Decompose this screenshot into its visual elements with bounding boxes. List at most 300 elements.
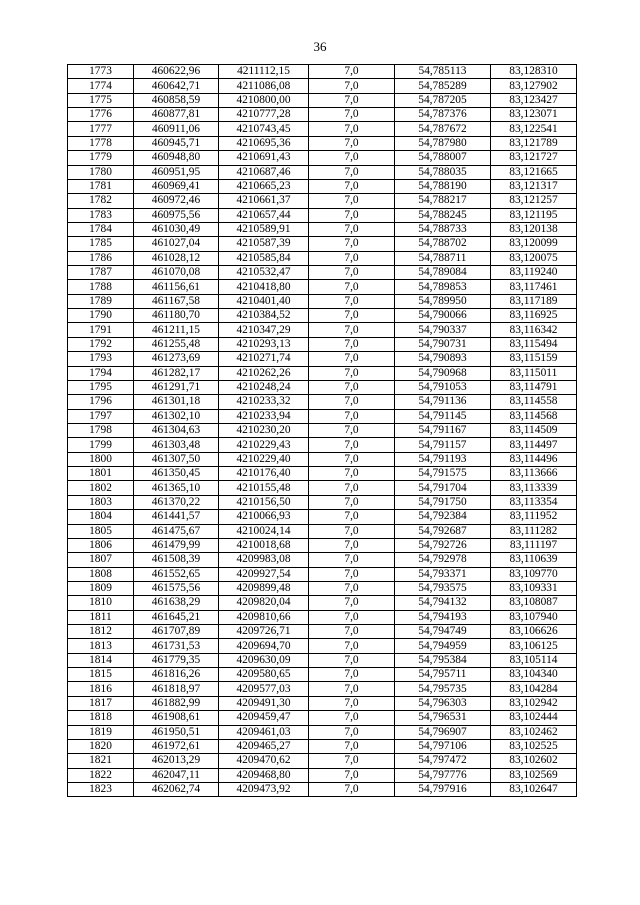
x-coordinate-cell: 460877,81 (134, 108, 219, 122)
y-coordinate-cell: 4210293,13 (219, 337, 309, 351)
value-cell: 7,0 (309, 452, 395, 466)
y-coordinate-cell: 4210233,94 (219, 409, 309, 423)
point-number-cell: 1782 (68, 194, 134, 208)
value-cell: 7,0 (309, 409, 395, 423)
x-coordinate-cell: 460945,71 (134, 136, 219, 150)
latitude-cell: 54,788217 (395, 194, 491, 208)
x-coordinate-cell: 460972,46 (134, 194, 219, 208)
table-row (68, 395, 577, 409)
point-number-cell: 1812 (68, 625, 134, 639)
longitude-cell: 83,106125 (491, 639, 577, 653)
longitude-cell: 83,116925 (491, 309, 577, 323)
point-number-cell: 1823 (68, 782, 134, 796)
x-coordinate-cell: 461282,17 (134, 366, 219, 380)
value-cell: 7,0 (309, 179, 395, 193)
longitude-cell: 83,120138 (491, 222, 577, 236)
point-number-cell: 1801 (68, 467, 134, 481)
table-row (68, 538, 577, 552)
x-coordinate-cell: 461211,15 (134, 323, 219, 337)
y-coordinate-cell: 4209694,70 (219, 639, 309, 653)
latitude-cell: 54,790337 (395, 323, 491, 337)
value-cell: 7,0 (309, 108, 395, 122)
y-coordinate-cell: 4210687,46 (219, 165, 309, 179)
value-cell: 7,0 (309, 366, 395, 380)
longitude-cell: 83,109770 (491, 567, 577, 581)
table-row (68, 194, 577, 208)
point-number-cell: 1777 (68, 122, 134, 136)
x-coordinate-cell: 461779,35 (134, 653, 219, 667)
latitude-cell: 54,788711 (395, 251, 491, 265)
y-coordinate-cell: 4209630,09 (219, 653, 309, 667)
table-row (68, 237, 577, 251)
value-cell: 7,0 (309, 524, 395, 538)
x-coordinate-cell: 461707,89 (134, 625, 219, 639)
point-number-cell: 1795 (68, 380, 134, 394)
latitude-cell: 54,788190 (395, 179, 491, 193)
table-row (68, 653, 577, 667)
value-cell: 7,0 (309, 352, 395, 366)
latitude-cell: 54,796303 (395, 696, 491, 710)
point-number-cell: 1785 (68, 237, 134, 251)
x-coordinate-cell: 461027,04 (134, 237, 219, 251)
x-coordinate-cell: 461479,99 (134, 538, 219, 552)
x-coordinate-cell: 460948,80 (134, 151, 219, 165)
latitude-cell: 54,787672 (395, 122, 491, 136)
x-coordinate-cell: 460969,41 (134, 179, 219, 193)
y-coordinate-cell: 4209820,04 (219, 596, 309, 610)
y-coordinate-cell: 4210585,84 (219, 251, 309, 265)
x-coordinate-cell: 461070,08 (134, 266, 219, 280)
value-cell: 7,0 (309, 194, 395, 208)
longitude-cell: 83,119240 (491, 266, 577, 280)
longitude-cell: 83,102942 (491, 696, 577, 710)
table-row (68, 524, 577, 538)
latitude-cell: 54,788702 (395, 237, 491, 251)
x-coordinate-cell: 461816,26 (134, 668, 219, 682)
point-number-cell: 1790 (68, 309, 134, 323)
point-number-cell: 1780 (68, 165, 134, 179)
x-coordinate-cell: 460911,06 (134, 122, 219, 136)
point-number-cell: 1806 (68, 538, 134, 552)
y-coordinate-cell: 4210657,44 (219, 208, 309, 222)
table-row (68, 495, 577, 509)
x-coordinate-cell: 460975,56 (134, 208, 219, 222)
table-row (68, 165, 577, 179)
value-cell: 7,0 (309, 596, 395, 610)
x-coordinate-cell: 461302,10 (134, 409, 219, 423)
x-coordinate-cell: 461370,22 (134, 495, 219, 509)
y-coordinate-cell: 4209461,03 (219, 725, 309, 739)
longitude-cell: 83,117189 (491, 294, 577, 308)
table-row (68, 754, 577, 768)
longitude-cell: 83,113354 (491, 495, 577, 509)
y-coordinate-cell: 4210176,40 (219, 467, 309, 481)
latitude-cell: 54,797776 (395, 768, 491, 782)
x-coordinate-cell: 461508,39 (134, 553, 219, 567)
y-coordinate-cell: 4210024,14 (219, 524, 309, 538)
longitude-cell: 83,121257 (491, 194, 577, 208)
value-cell: 7,0 (309, 165, 395, 179)
latitude-cell: 54,795735 (395, 682, 491, 696)
x-coordinate-cell: 460642,71 (134, 79, 219, 93)
longitude-cell: 83,106626 (491, 625, 577, 639)
x-coordinate-cell: 461255,48 (134, 337, 219, 351)
value-cell: 7,0 (309, 151, 395, 165)
y-coordinate-cell: 4210589,91 (219, 222, 309, 236)
longitude-cell: 83,105114 (491, 653, 577, 667)
table-row (68, 510, 577, 524)
table-row (68, 553, 577, 567)
value-cell: 7,0 (309, 79, 395, 93)
table-row (68, 610, 577, 624)
point-number-cell: 1781 (68, 179, 134, 193)
x-coordinate-cell: 461645,21 (134, 610, 219, 624)
longitude-cell: 83,108087 (491, 596, 577, 610)
table-row (68, 309, 577, 323)
latitude-cell: 54,797106 (395, 739, 491, 753)
point-number-cell: 1786 (68, 251, 134, 265)
value-cell: 7,0 (309, 266, 395, 280)
table-row (68, 79, 577, 93)
point-number-cell: 1784 (68, 222, 134, 236)
y-coordinate-cell: 4210532,47 (219, 266, 309, 280)
table-row (68, 294, 577, 308)
table-row (68, 739, 577, 753)
longitude-cell: 83,114558 (491, 395, 577, 409)
x-coordinate-cell: 461475,67 (134, 524, 219, 538)
table-row (68, 108, 577, 122)
latitude-cell: 54,787980 (395, 136, 491, 150)
x-coordinate-cell: 460951,95 (134, 165, 219, 179)
point-number-cell: 1822 (68, 768, 134, 782)
x-coordinate-cell: 460858,59 (134, 93, 219, 107)
longitude-cell: 83,114509 (491, 423, 577, 437)
x-coordinate-cell: 461167,58 (134, 294, 219, 308)
longitude-cell: 83,123427 (491, 93, 577, 107)
x-coordinate-cell: 461307,50 (134, 452, 219, 466)
longitude-cell: 83,120075 (491, 251, 577, 265)
value-cell: 7,0 (309, 768, 395, 782)
x-coordinate-cell: 461350,45 (134, 467, 219, 481)
longitude-cell: 83,128310 (491, 65, 577, 79)
y-coordinate-cell: 4209899,48 (219, 581, 309, 595)
longitude-cell: 83,115011 (491, 366, 577, 380)
value-cell: 7,0 (309, 567, 395, 581)
value-cell: 7,0 (309, 395, 395, 409)
value-cell: 7,0 (309, 481, 395, 495)
y-coordinate-cell: 4210347,29 (219, 323, 309, 337)
y-coordinate-cell: 4209726,71 (219, 625, 309, 639)
y-coordinate-cell: 4209491,30 (219, 696, 309, 710)
point-number-cell: 1799 (68, 438, 134, 452)
table-row (68, 409, 577, 423)
latitude-cell: 54,794749 (395, 625, 491, 639)
point-number-cell: 1778 (68, 136, 134, 150)
latitude-cell: 54,791704 (395, 481, 491, 495)
point-number-cell: 1791 (68, 323, 134, 337)
coordinates-table (67, 64, 577, 797)
longitude-cell: 83,121727 (491, 151, 577, 165)
value-cell: 7,0 (309, 122, 395, 136)
table-row (68, 567, 577, 581)
point-number-cell: 1802 (68, 481, 134, 495)
longitude-cell: 83,115159 (491, 352, 577, 366)
latitude-cell: 54,796907 (395, 725, 491, 739)
point-number-cell: 1789 (68, 294, 134, 308)
point-number-cell: 1800 (68, 452, 134, 466)
latitude-cell: 54,796531 (395, 711, 491, 725)
longitude-cell: 83,114791 (491, 380, 577, 394)
table-row (68, 768, 577, 782)
value-cell: 7,0 (309, 754, 395, 768)
point-number-cell: 1819 (68, 725, 134, 739)
point-number-cell: 1774 (68, 79, 134, 93)
point-number-cell: 1794 (68, 366, 134, 380)
latitude-cell: 54,785289 (395, 79, 491, 93)
table-row (68, 423, 577, 437)
y-coordinate-cell: 4210777,28 (219, 108, 309, 122)
longitude-cell: 83,109331 (491, 581, 577, 595)
y-coordinate-cell: 4210661,37 (219, 194, 309, 208)
y-coordinate-cell: 4210743,45 (219, 122, 309, 136)
longitude-cell: 83,115494 (491, 337, 577, 351)
longitude-cell: 83,110639 (491, 553, 577, 567)
table-row (68, 782, 577, 796)
x-coordinate-cell: 461882,99 (134, 696, 219, 710)
y-coordinate-cell: 4210155,48 (219, 481, 309, 495)
table-row (68, 380, 577, 394)
y-coordinate-cell: 4209459,47 (219, 711, 309, 725)
latitude-cell: 54,797916 (395, 782, 491, 796)
latitude-cell: 54,791167 (395, 423, 491, 437)
table-row (68, 696, 577, 710)
y-coordinate-cell: 4209810,66 (219, 610, 309, 624)
x-coordinate-cell: 461156,61 (134, 280, 219, 294)
point-number-cell: 1773 (68, 65, 134, 79)
latitude-cell: 54,791136 (395, 395, 491, 409)
point-number-cell: 1813 (68, 639, 134, 653)
longitude-cell: 83,114568 (491, 409, 577, 423)
latitude-cell: 54,787205 (395, 93, 491, 107)
point-number-cell: 1775 (68, 93, 134, 107)
value-cell: 7,0 (309, 639, 395, 653)
value-cell: 7,0 (309, 323, 395, 337)
value-cell: 7,0 (309, 682, 395, 696)
longitude-cell: 83,120099 (491, 237, 577, 251)
point-number-cell: 1805 (68, 524, 134, 538)
value-cell: 7,0 (309, 625, 395, 639)
y-coordinate-cell: 4209470,62 (219, 754, 309, 768)
y-coordinate-cell: 4210248,24 (219, 380, 309, 394)
longitude-cell: 83,102647 (491, 782, 577, 796)
latitude-cell: 54,797472 (395, 754, 491, 768)
value-cell: 7,0 (309, 208, 395, 222)
x-coordinate-cell: 462047,11 (134, 768, 219, 782)
longitude-cell: 83,104284 (491, 682, 577, 696)
x-coordinate-cell: 461030,49 (134, 222, 219, 236)
value-cell: 7,0 (309, 294, 395, 308)
table-row (68, 682, 577, 696)
y-coordinate-cell: 4209473,92 (219, 782, 309, 796)
latitude-cell: 54,791053 (395, 380, 491, 394)
latitude-cell: 54,789084 (395, 266, 491, 280)
y-coordinate-cell: 4209927,54 (219, 567, 309, 581)
x-coordinate-cell: 461273,69 (134, 352, 219, 366)
table-row (68, 668, 577, 682)
point-number-cell: 1816 (68, 682, 134, 696)
point-number-cell: 1820 (68, 739, 134, 753)
longitude-cell: 83,121789 (491, 136, 577, 150)
point-number-cell: 1804 (68, 510, 134, 524)
table-row (68, 337, 577, 351)
latitude-cell: 54,788035 (395, 165, 491, 179)
latitude-cell: 54,792726 (395, 538, 491, 552)
value-cell: 7,0 (309, 222, 395, 236)
value-cell: 7,0 (309, 553, 395, 567)
value-cell: 7,0 (309, 467, 395, 481)
longitude-cell: 83,102525 (491, 739, 577, 753)
value-cell: 7,0 (309, 538, 395, 552)
latitude-cell: 54,795711 (395, 668, 491, 682)
y-coordinate-cell: 4210230,20 (219, 423, 309, 437)
value-cell: 7,0 (309, 782, 395, 796)
value-cell: 7,0 (309, 438, 395, 452)
longitude-cell: 83,122541 (491, 122, 577, 136)
longitude-cell: 83,117461 (491, 280, 577, 294)
y-coordinate-cell: 4209577,03 (219, 682, 309, 696)
y-coordinate-cell: 4210229,40 (219, 452, 309, 466)
latitude-cell: 54,791193 (395, 452, 491, 466)
latitude-cell: 54,790066 (395, 309, 491, 323)
latitude-cell: 54,795384 (395, 653, 491, 667)
y-coordinate-cell: 4210587,39 (219, 237, 309, 251)
value-cell: 7,0 (309, 337, 395, 351)
y-coordinate-cell: 4210233,32 (219, 395, 309, 409)
point-number-cell: 1808 (68, 567, 134, 581)
y-coordinate-cell: 4209580,65 (219, 668, 309, 682)
x-coordinate-cell: 461575,56 (134, 581, 219, 595)
x-coordinate-cell: 460622,96 (134, 65, 219, 79)
latitude-cell: 54,791575 (395, 467, 491, 481)
x-coordinate-cell: 461731,53 (134, 639, 219, 653)
y-coordinate-cell: 4211112,15 (219, 65, 309, 79)
latitude-cell: 54,790968 (395, 366, 491, 380)
x-coordinate-cell: 461950,51 (134, 725, 219, 739)
point-number-cell: 1810 (68, 596, 134, 610)
point-number-cell: 1807 (68, 553, 134, 567)
latitude-cell: 54,787376 (395, 108, 491, 122)
table-row (68, 151, 577, 165)
x-coordinate-cell: 461552,65 (134, 567, 219, 581)
value-cell: 7,0 (309, 725, 395, 739)
longitude-cell: 83,114497 (491, 438, 577, 452)
longitude-cell: 83,102602 (491, 754, 577, 768)
longitude-cell: 83,111197 (491, 538, 577, 552)
longitude-cell: 83,123071 (491, 108, 577, 122)
x-coordinate-cell: 461441,57 (134, 510, 219, 524)
table-row (68, 251, 577, 265)
coordinates-table-body (68, 65, 577, 797)
longitude-cell: 83,116342 (491, 323, 577, 337)
y-coordinate-cell: 4210695,36 (219, 136, 309, 150)
table-row (68, 136, 577, 150)
y-coordinate-cell: 4210691,43 (219, 151, 309, 165)
point-number-cell: 1797 (68, 409, 134, 423)
longitude-cell: 83,121195 (491, 208, 577, 222)
value-cell: 7,0 (309, 653, 395, 667)
value-cell: 7,0 (309, 237, 395, 251)
longitude-cell: 83,113666 (491, 467, 577, 481)
point-number-cell: 1814 (68, 653, 134, 667)
y-coordinate-cell: 4209465,27 (219, 739, 309, 753)
x-coordinate-cell: 461303,48 (134, 438, 219, 452)
latitude-cell: 54,789950 (395, 294, 491, 308)
longitude-cell: 83,113339 (491, 481, 577, 495)
value-cell: 7,0 (309, 280, 395, 294)
point-number-cell: 1787 (68, 266, 134, 280)
latitude-cell: 54,791157 (395, 438, 491, 452)
value-cell: 7,0 (309, 711, 395, 725)
value-cell: 7,0 (309, 668, 395, 682)
point-number-cell: 1817 (68, 696, 134, 710)
value-cell: 7,0 (309, 610, 395, 624)
x-coordinate-cell: 461908,61 (134, 711, 219, 725)
x-coordinate-cell: 461972,61 (134, 739, 219, 753)
latitude-cell: 54,794959 (395, 639, 491, 653)
point-number-cell: 1818 (68, 711, 134, 725)
latitude-cell: 54,792687 (395, 524, 491, 538)
latitude-cell: 54,792384 (395, 510, 491, 524)
point-number-cell: 1815 (68, 668, 134, 682)
table-row (68, 179, 577, 193)
point-number-cell: 1783 (68, 208, 134, 222)
table-row (68, 93, 577, 107)
latitude-cell: 54,789853 (395, 280, 491, 294)
x-coordinate-cell: 461304,63 (134, 423, 219, 437)
table-row (68, 65, 577, 79)
y-coordinate-cell: 4210156,50 (219, 495, 309, 509)
table-row (68, 581, 577, 595)
table-row (68, 625, 577, 639)
longitude-cell: 83,102444 (491, 711, 577, 725)
point-number-cell: 1809 (68, 581, 134, 595)
latitude-cell: 54,794193 (395, 610, 491, 624)
point-number-cell: 1793 (68, 352, 134, 366)
table-row (68, 452, 577, 466)
y-coordinate-cell: 4210384,52 (219, 309, 309, 323)
latitude-cell: 54,788245 (395, 208, 491, 222)
y-coordinate-cell: 4210229,43 (219, 438, 309, 452)
latitude-cell: 54,793371 (395, 567, 491, 581)
table-row (68, 596, 577, 610)
latitude-cell: 54,790893 (395, 352, 491, 366)
value-cell: 7,0 (309, 423, 395, 437)
table-row (68, 122, 577, 136)
y-coordinate-cell: 4210665,23 (219, 179, 309, 193)
table-row (68, 266, 577, 280)
longitude-cell: 83,111952 (491, 510, 577, 524)
table-row (68, 280, 577, 294)
table-row (68, 481, 577, 495)
latitude-cell: 54,785113 (395, 65, 491, 79)
value-cell: 7,0 (309, 93, 395, 107)
y-coordinate-cell: 4210018,68 (219, 538, 309, 552)
longitude-cell: 83,121317 (491, 179, 577, 193)
value-cell: 7,0 (309, 581, 395, 595)
x-coordinate-cell: 461180,70 (134, 309, 219, 323)
longitude-cell: 83,102462 (491, 725, 577, 739)
point-number-cell: 1788 (68, 280, 134, 294)
